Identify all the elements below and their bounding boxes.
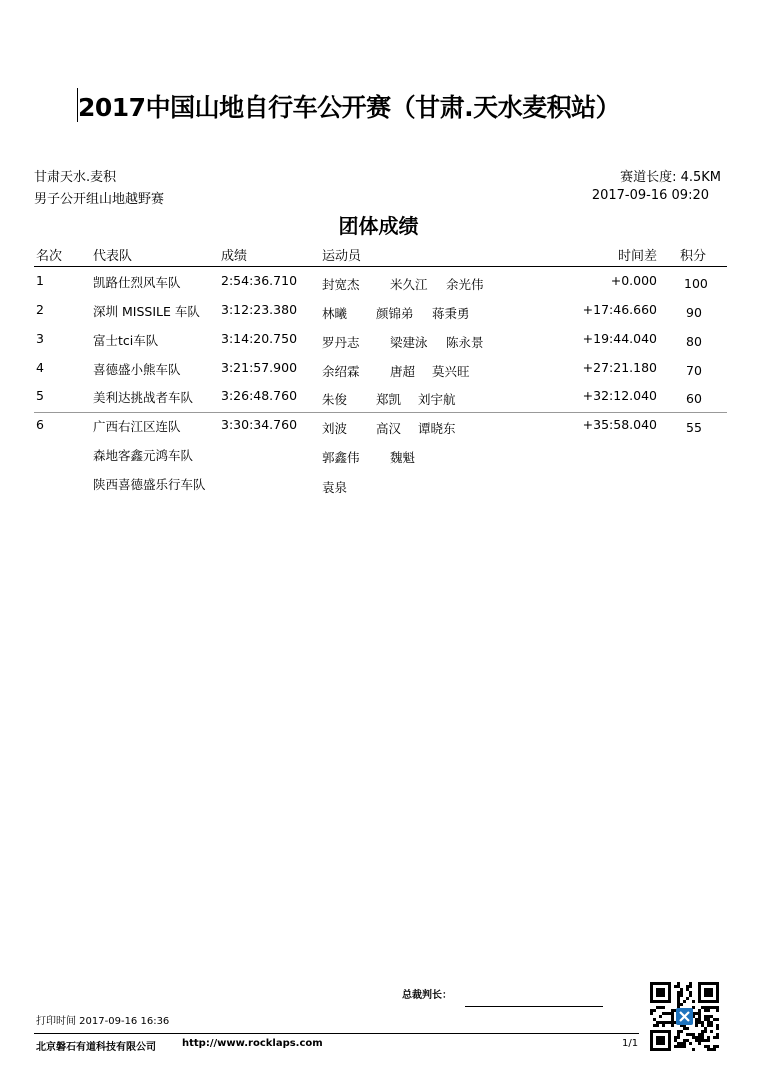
points: 80 [686, 334, 702, 349]
team-name: 喜德盛小熊车队 [93, 362, 181, 377]
header-divider [34, 266, 727, 267]
athlete: 高汉 [376, 421, 402, 436]
points: 90 [686, 305, 702, 320]
team-name: 富士tci车队 [93, 333, 159, 348]
section-title: 团体成绩 [338, 214, 419, 238]
event-datetime: 2017-09-16 09:20 [591, 188, 709, 203]
header-gap: 时间差 [617, 249, 657, 264]
athlete: 朱俊 [322, 392, 348, 407]
result-time: 3:26:48.760 [221, 388, 298, 403]
team-name: 深圳 MISSILE 车队 [93, 304, 200, 319]
website-link[interactable]: http://www.rocklaps.com [182, 1038, 323, 1049]
qr-code-icon [650, 982, 719, 1051]
course-length: 赛道长度: 4.5KM [620, 170, 721, 185]
time-gap: +19:44.040 [582, 331, 657, 346]
referee-label: 总裁判长： [402, 990, 452, 1001]
header-team: 代表队 [93, 249, 133, 264]
rank: 4 [36, 360, 44, 375]
athlete: 刘波 [322, 421, 348, 436]
athlete: 谭晓东 [418, 421, 456, 436]
location: 甘肃天水.麦积 [34, 170, 117, 185]
time-gap: +35:58.040 [582, 417, 657, 432]
athlete: 余绍霖 [322, 364, 360, 379]
athlete: 蒋秉勇 [432, 306, 470, 321]
result-time: 3:30:34.760 [221, 417, 298, 432]
rank: 6 [36, 417, 44, 432]
time-gap: +17:46.660 [582, 302, 657, 317]
result-time: 3:21:57.900 [221, 360, 298, 375]
header-result: 成绩 [221, 249, 248, 264]
company-name: 北京磐石有道科技有限公司 [36, 1042, 156, 1053]
athlete: 颜锦弟 [376, 306, 414, 321]
row-divider [34, 412, 727, 413]
points: 70 [686, 363, 702, 378]
rank: 5 [36, 388, 44, 403]
footer-divider [34, 1033, 639, 1034]
signature-line [465, 1006, 603, 1007]
header-points: 积分 [680, 249, 707, 264]
rank: 3 [36, 331, 44, 346]
athlete: 梁建泳 [390, 335, 428, 350]
athlete: 封宽杰 [322, 277, 360, 292]
points: 60 [686, 391, 702, 406]
result-time: 3:14:20.750 [221, 331, 298, 346]
points: 55 [686, 420, 702, 435]
rank: 2 [36, 302, 44, 317]
time-gap: +0.000 [610, 273, 657, 288]
athlete: 陈永景 [446, 335, 484, 350]
result-time: 3:12:23.380 [221, 302, 298, 317]
time-gap: +32:12.040 [582, 388, 657, 403]
athlete: 郭鑫伟 [322, 450, 360, 465]
rank: 1 [36, 273, 44, 288]
team-name: 森地客鑫元鸿车队 [93, 448, 194, 463]
athlete: 唐超 [390, 364, 416, 379]
page-number: 1/1 [622, 1038, 639, 1049]
team-name: 凯路仕烈风车队 [93, 275, 181, 290]
time-gap: +27:21.180 [582, 360, 657, 375]
header-rank: 名次 [36, 249, 63, 264]
points: 100 [684, 276, 708, 291]
header-athletes: 运动员 [322, 249, 362, 264]
athlete: 林曦 [322, 306, 348, 321]
team-name: 广西右江区连队 [93, 419, 181, 434]
athlete: 魏魁 [390, 450, 416, 465]
athlete: 刘宇航 [418, 392, 456, 407]
result-time: 2:54:36.710 [221, 273, 298, 288]
athlete: 郑凯 [376, 392, 402, 407]
athlete: 米久江 [390, 277, 428, 292]
athlete: 莫兴旺 [432, 364, 470, 379]
team-name: 美利达挑战者车队 [93, 390, 194, 405]
document-title: 2017中国山地自行车公开赛（甘肃.天水麦积站） [78, 93, 621, 122]
athlete: 袁泉 [322, 480, 348, 495]
athlete: 罗丹志 [322, 335, 360, 350]
event-name: 男子公开组山地越野赛 [34, 192, 165, 207]
athlete: 余光伟 [446, 277, 484, 292]
team-name: 陕西喜德盛乐行车队 [93, 477, 206, 492]
print-time: 打印时间 2017-09-16 16:36 [36, 1016, 170, 1027]
